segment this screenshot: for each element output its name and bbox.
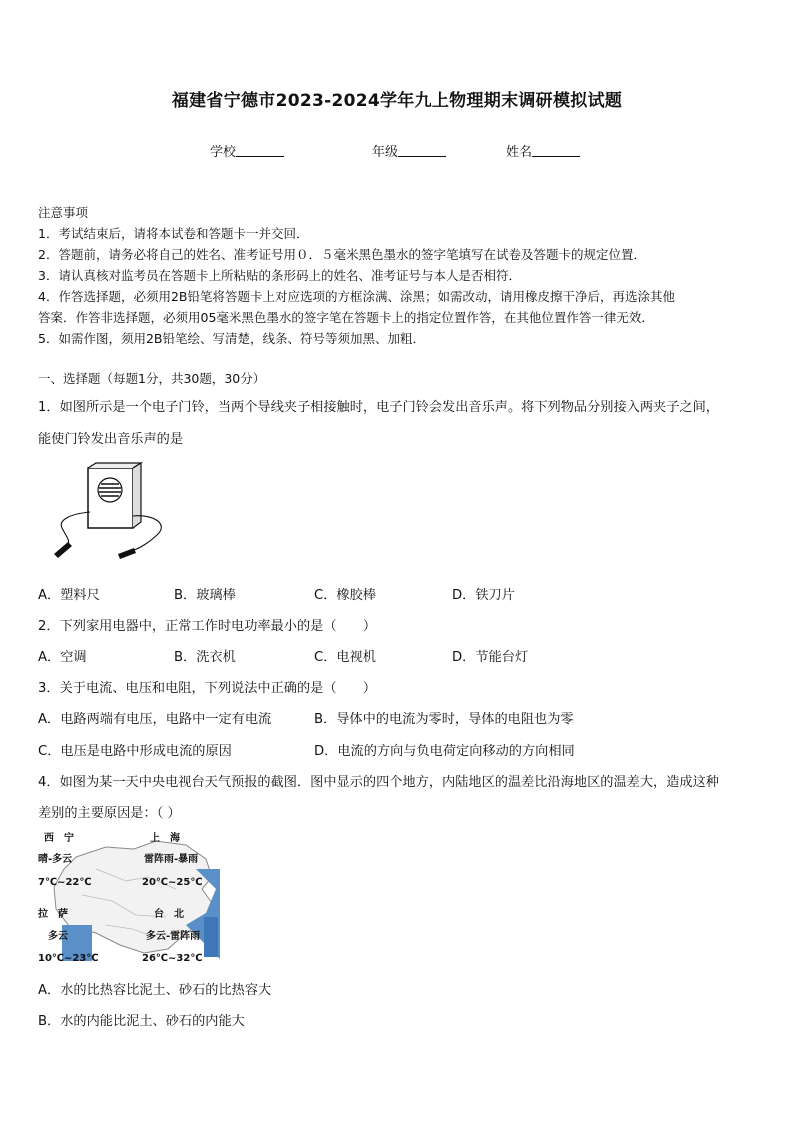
- question-1-text: 1．如图所示是一个电子门铃，当两个导线夹子相接触时，电子门铃会发出音乐声。将下列物品分别接入两夹子之间，: [38, 400, 719, 415]
- q3-option-a[interactable]: A．电路两端有电压，电路中一定有电流: [38, 712, 272, 727]
- map-temp-xining: 7℃~22℃: [38, 877, 92, 888]
- q1-option-c[interactable]: C．橡胶棒: [314, 588, 376, 603]
- map-weather-xining: 晴-多云: [38, 854, 73, 865]
- q2-option-c[interactable]: C．电视机: [314, 650, 376, 665]
- question-4-text-cont: 差别的主要原因是：（ ）: [38, 806, 181, 821]
- q1-option-b[interactable]: B．玻璃棒: [174, 588, 236, 603]
- grade-field[interactable]: [372, 141, 446, 160]
- school-field[interactable]: [210, 141, 284, 160]
- question-4-text: 4．如图为某一天中央电视台天气预报的截图．图中显示的四个地方，内陆地区的温差比沿海地区的温差大，造成这种: [38, 775, 719, 790]
- q2-option-b[interactable]: B．洗衣机: [174, 650, 236, 665]
- q2-option-d[interactable]: D．节能台灯: [452, 650, 529, 665]
- doorbell-box-side: [133, 463, 141, 528]
- notice-item: 1．考试结束后，请将本试卷和答题卡一并交回．: [38, 226, 309, 241]
- exam-title: 福建省宁德市2023-2024学年九上物理期末调研模拟试题: [171, 91, 623, 111]
- notice-item: 答案．作答非选择题，必须用05毫米黑色墨水的签字笔在答题卡上的指定位置作答，在其他位置作答一律无效．: [38, 310, 654, 325]
- left-wire: [61, 512, 90, 544]
- question-2-text: 2．下列家用电器中，正常工作时电功率最小的是（ ）: [38, 619, 377, 634]
- map-weather-taibei: 多云-雷阵雨: [146, 931, 201, 942]
- left-clip: [54, 542, 72, 558]
- doorbell-box-top: [88, 463, 141, 468]
- q1-option-d[interactable]: D．铁刀片: [452, 588, 515, 603]
- map-temp-lasa: 10℃~23℃: [38, 953, 99, 964]
- q4-option-a[interactable]: A．水的比热容比泥土、砂石的比热容大: [38, 983, 272, 998]
- notice-heading: 注意事项: [38, 205, 89, 220]
- map-weather-shanghai: 雷阵雨-暴雨: [144, 854, 199, 865]
- notice-item: 4．作答选择题，必须用2B铅笔将答题卡上对应选项的方框涂满、涂黑；如需改动，请用橡皮擦干净后，再选涂其他: [38, 289, 675, 304]
- grade-blank[interactable]: [398, 144, 446, 157]
- q3-option-c[interactable]: C．电压是电路中形成电流的原因: [38, 744, 232, 759]
- map-label-xining: 西 宁: [44, 833, 74, 844]
- map-temp-shanghai: 20℃~25℃: [142, 877, 203, 888]
- name-label: 姓名: [506, 145, 533, 160]
- name-field[interactable]: [506, 141, 580, 160]
- q3-option-b[interactable]: B．导体中的电流为零时，导体的电阻也为零: [314, 712, 574, 727]
- doorbell-figure: [50, 462, 180, 562]
- question-1-text-cont: 能使门铃发出音乐声的是: [38, 432, 184, 447]
- map-label-lasa: 拉 萨: [38, 909, 68, 920]
- section-heading: 一、选择题（每题1分，共30题，30分）: [38, 371, 266, 386]
- name-blank[interactable]: [532, 144, 580, 157]
- q2-option-a[interactable]: A．空调: [38, 650, 87, 665]
- question-3-text: 3．关于电流、电压和电阻，下列说法中正确的是（ ）: [38, 681, 377, 696]
- speaker-grille: [98, 478, 122, 502]
- taiwan-strip: [204, 917, 218, 957]
- map-temp-taibei: 26℃~32℃: [142, 953, 203, 964]
- right-clip: [118, 548, 136, 559]
- school-label: 学校: [210, 145, 237, 160]
- q4-option-b[interactable]: B．水的内能比泥土、砂石的内能大: [38, 1014, 245, 1029]
- map-weather-lasa: 多云: [48, 931, 68, 942]
- notice-item: 3．请认真核对监考员在答题卡上所粘贴的条形码上的姓名、准考证号与本人是否相符．: [38, 268, 521, 283]
- q3-option-d[interactable]: D．电流的方向与负电荷定向移动的方向相同: [314, 744, 575, 759]
- map-label-taibei: 台 北: [154, 909, 184, 920]
- weather-map-figure: [36, 829, 220, 967]
- grade-label: 年级: [372, 145, 399, 160]
- school-blank[interactable]: [236, 144, 284, 157]
- map-label-shanghai: 上 海: [150, 833, 180, 844]
- notice-item: 5．如需作图，须用2B铅笔绘、写清楚，线条、符号等须加黑、加粗．: [38, 331, 425, 346]
- notice-item: 2．答题前，请务必将自己的姓名、准考证号用０．５毫米黑色墨水的签字笔填写在试卷及答题卡的规定位置．: [38, 247, 646, 262]
- q1-option-a[interactable]: A．塑料尺: [38, 588, 100, 603]
